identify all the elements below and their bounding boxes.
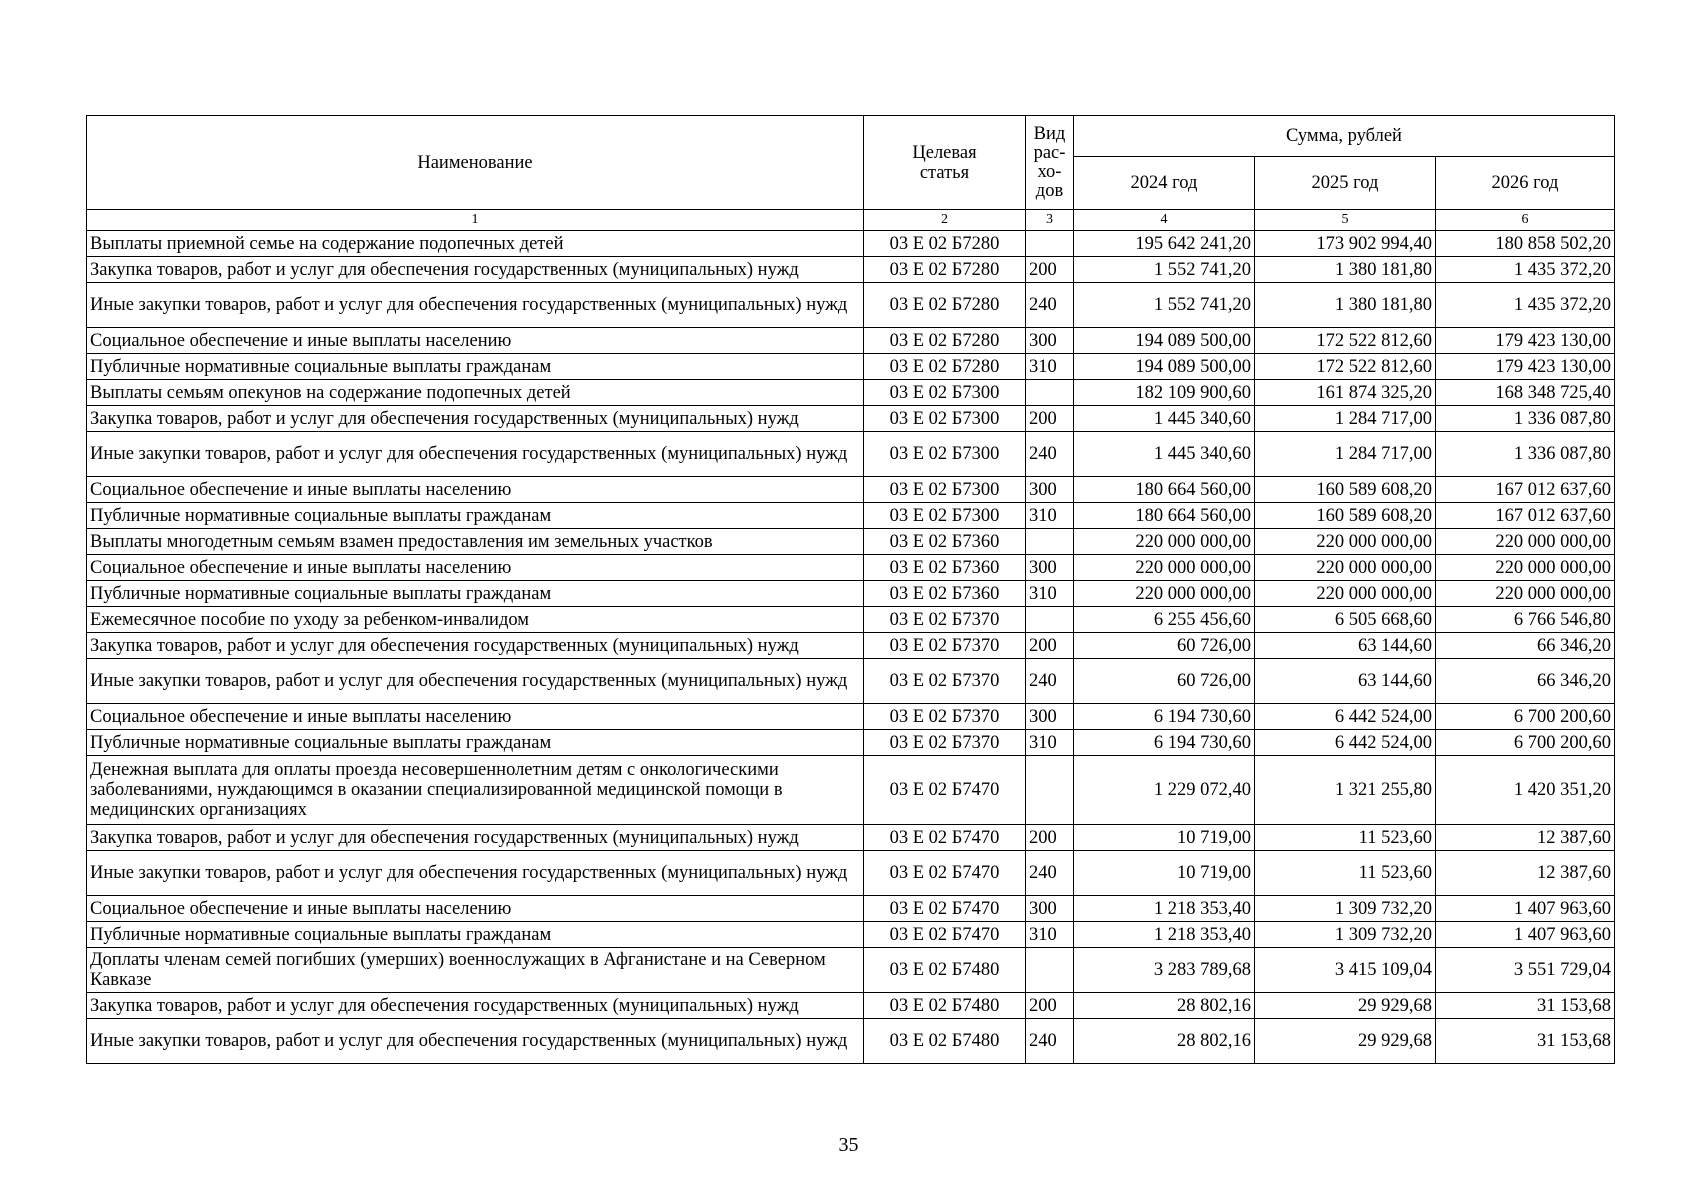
row-name: Иные закупки товаров, работ и услуг для обеспечения государственных (муниципальных) нужд [87,659,864,704]
row-sum-2026: 6 700 200,60 [1436,730,1615,756]
row-sum-2025: 6 442 524,00 [1255,704,1436,730]
row-expense-kind [1026,948,1074,993]
row-sum-2025: 6 505 668,60 [1255,607,1436,633]
column-number: 1 [87,210,864,231]
row-sum-2024: 220 000 000,00 [1074,555,1255,581]
row-sum-2026: 1 407 963,60 [1436,922,1615,948]
row-expense-kind [1026,529,1074,555]
row-expense-kind [1026,380,1074,406]
row-sum-2025: 11 523,60 [1255,851,1436,896]
table-row [87,756,1615,825]
row-name: Денежная выплата для оплаты проезда несовершеннолетним детям с онкологическими заболеваниями, нуждающимся в оказании специализированной медицинской помощи в медицинских организациях [87,756,864,825]
row-name: Иные закупки товаров, работ и услуг для обеспечения государственных (муниципальных) нужд [87,432,864,477]
row-sum-2025: 1 380 181,80 [1255,283,1436,328]
row-expense-kind [1026,756,1074,825]
row-expense-kind: 200 [1026,825,1074,851]
row-sum-2025: 172 522 812,60 [1255,328,1436,354]
row-name: Иные закупки товаров, работ и услуг для обеспечения государственных (муниципальных) нужд [87,851,864,896]
table-row [87,432,1615,477]
row-expense-kind: 240 [1026,432,1074,477]
column-number: 4 [1074,210,1255,231]
row-sum-2025: 1 284 717,00 [1255,406,1436,432]
row-sum-2025: 161 874 325,20 [1255,380,1436,406]
row-sum-2025: 220 000 000,00 [1255,581,1436,607]
row-sum-2024: 195 642 241,20 [1074,231,1255,257]
row-target-code: 03 Е 02 Б7280 [864,354,1026,380]
row-name: Социальное обеспечение и иные выплаты населению [87,555,864,581]
header-kind [1026,116,1074,210]
row-sum-2026: 220 000 000,00 [1436,555,1615,581]
header-kind-line: хо- [1037,161,1062,182]
row-sum-2026: 66 346,20 [1436,633,1615,659]
row-sum-2025: 173 902 994,40 [1255,231,1436,257]
row-expense-kind: 200 [1026,257,1074,283]
row-sum-2026: 3 551 729,04 [1436,948,1615,993]
row-target-code: 03 Е 02 Б7370 [864,704,1026,730]
table-header [87,116,1615,231]
row-target-code: 03 Е 02 Б7480 [864,993,1026,1019]
row-expense-kind: 240 [1026,283,1074,328]
row-target-code: 03 Е 02 Б7470 [864,922,1026,948]
row-sum-2025: 160 589 608,20 [1255,477,1436,503]
row-sum-2026: 6 700 200,60 [1436,704,1615,730]
header-year-2026: 2026 год [1436,157,1615,210]
row-expense-kind: 200 [1026,993,1074,1019]
row-sum-2025: 160 589 608,20 [1255,503,1436,529]
table-row [87,659,1615,704]
table-body [87,231,1615,1064]
row-name: Закупка товаров, работ и услуг для обеспечения государственных (муниципальных) нужд [87,633,864,659]
row-sum-2024: 6 255 456,60 [1074,607,1255,633]
row-name: Ежемесячное пособие по уходу за ребенком-инвалидом [87,607,864,633]
row-sum-2026: 12 387,60 [1436,851,1615,896]
row-sum-2026: 31 153,68 [1436,993,1615,1019]
column-number: 5 [1255,210,1436,231]
column-numbers-row [87,210,1615,231]
row-sum-2026: 6 766 546,80 [1436,607,1615,633]
table-row [87,851,1615,896]
row-name: Публичные нормативные социальные выплаты гражданам [87,354,864,380]
row-sum-2024: 182 109 900,60 [1074,380,1255,406]
row-expense-kind: 300 [1026,328,1074,354]
row-sum-2026: 1 420 351,20 [1436,756,1615,825]
table-row [87,328,1615,354]
row-expense-kind [1026,231,1074,257]
row-sum-2025: 29 929,68 [1255,993,1436,1019]
row-target-code: 03 Е 02 Б7360 [864,581,1026,607]
header-year-2024: 2024 год [1074,157,1255,210]
row-sum-2026: 66 346,20 [1436,659,1615,704]
table-row [87,555,1615,581]
row-name: Публичные нормативные социальные выплаты гражданам [87,503,864,529]
row-sum-2024: 6 194 730,60 [1074,704,1255,730]
table-row [87,825,1615,851]
row-sum-2026: 167 012 637,60 [1436,503,1615,529]
row-sum-2025: 172 522 812,60 [1255,354,1436,380]
row-expense-kind: 310 [1026,503,1074,529]
row-target-code: 03 Е 02 Б7280 [864,328,1026,354]
row-sum-2024: 10 719,00 [1074,851,1255,896]
table-row [87,1019,1615,1064]
table-row [87,257,1615,283]
row-target-code: 03 Е 02 Б7300 [864,406,1026,432]
row-expense-kind: 310 [1026,581,1074,607]
table-row [87,503,1615,529]
row-expense-kind: 300 [1026,477,1074,503]
row-target-code: 03 Е 02 Б7280 [864,231,1026,257]
row-sum-2025: 6 442 524,00 [1255,730,1436,756]
row-sum-2026: 167 012 637,60 [1436,477,1615,503]
row-target-code: 03 Е 02 Б7300 [864,477,1026,503]
row-name: Публичные нормативные социальные выплаты гражданам [87,581,864,607]
header-kind-line: рас- [1033,142,1066,163]
row-name: Выплаты многодетным семьям взамен предоставления им земельных участков [87,529,864,555]
row-sum-2026: 31 153,68 [1436,1019,1615,1064]
row-name: Социальное обеспечение и иные выплаты населению [87,704,864,730]
row-sum-2026: 1 407 963,60 [1436,896,1615,922]
row-target-code: 03 Е 02 Б7360 [864,529,1026,555]
row-sum-2026: 179 423 130,00 [1436,328,1615,354]
row-sum-2024: 194 089 500,00 [1074,328,1255,354]
row-sum-2025: 29 929,68 [1255,1019,1436,1064]
row-sum-2024: 1 218 353,40 [1074,922,1255,948]
row-target-code: 03 Е 02 Б7370 [864,633,1026,659]
row-sum-2026: 1 336 087,80 [1436,432,1615,477]
row-name: Публичные нормативные социальные выплаты гражданам [87,730,864,756]
table-row [87,704,1615,730]
row-name: Публичные нормативные социальные выплаты гражданам [87,922,864,948]
row-expense-kind: 310 [1026,730,1074,756]
row-sum-2026: 220 000 000,00 [1436,529,1615,555]
row-sum-2026: 1 336 087,80 [1436,406,1615,432]
row-expense-kind: 300 [1026,555,1074,581]
column-number: 2 [864,210,1026,231]
row-sum-2025: 1 309 732,20 [1255,922,1436,948]
row-name: Закупка товаров, работ и услуг для обеспечения государственных (муниципальных) нужд [87,825,864,851]
row-sum-2026: 180 858 502,20 [1436,231,1615,257]
row-expense-kind [1026,607,1074,633]
header-kind-line: Вид [1033,123,1066,144]
row-target-code: 03 Е 02 Б7370 [864,607,1026,633]
row-sum-2024: 6 194 730,60 [1074,730,1255,756]
row-sum-2024: 60 726,00 [1074,633,1255,659]
row-sum-2024: 10 719,00 [1074,825,1255,851]
table-row [87,581,1615,607]
row-target-code: 03 Е 02 Б7470 [864,851,1026,896]
table-row [87,993,1615,1019]
column-number: 6 [1436,210,1615,231]
row-target-code: 03 Е 02 Б7300 [864,380,1026,406]
row-sum-2025: 1 321 255,80 [1255,756,1436,825]
header-name: Наименование [87,116,864,210]
row-sum-2024: 1 552 741,20 [1074,283,1255,328]
row-target-code: 03 Е 02 Б7470 [864,756,1026,825]
row-name: Иные закупки товаров, работ и услуг для обеспечения государственных (муниципальных) нужд [87,1019,864,1064]
row-sum-2026: 179 423 130,00 [1436,354,1615,380]
row-target-code: 03 Е 02 Б7480 [864,948,1026,993]
row-sum-2024: 220 000 000,00 [1074,529,1255,555]
row-name: Закупка товаров, работ и услуг для обеспечения государственных (муниципальных) нужд [87,257,864,283]
table-row [87,896,1615,922]
row-target-code: 03 Е 02 Б7280 [864,283,1026,328]
row-name: Закупка товаров, работ и услуг для обеспечения государственных (муниципальных) нужд [87,406,864,432]
row-name: Социальное обеспечение и иные выплаты населению [87,477,864,503]
row-target-code: 03 Е 02 Б7370 [864,730,1026,756]
page-number: 35 [838,1134,859,1156]
row-sum-2026: 168 348 725,40 [1436,380,1615,406]
table-row [87,380,1615,406]
row-target-code: 03 Е 02 Б7300 [864,432,1026,477]
row-sum-2024: 180 664 560,00 [1074,477,1255,503]
header-target: Целевая статья [864,116,1026,210]
row-target-code: 03 Е 02 Б7470 [864,896,1026,922]
row-sum-2026: 12 387,60 [1436,825,1615,851]
row-sum-2024: 3 283 789,68 [1074,948,1255,993]
header-sum: Сумма, рублей [1074,116,1615,157]
row-sum-2025: 1 380 181,80 [1255,257,1436,283]
row-sum-2024: 28 802,16 [1074,1019,1255,1064]
row-name: Иные закупки товаров, работ и услуг для обеспечения государственных (муниципальных) нужд [87,283,864,328]
row-expense-kind: 310 [1026,354,1074,380]
row-sum-2025: 63 144,60 [1255,659,1436,704]
row-expense-kind: 240 [1026,851,1074,896]
row-sum-2025: 1 309 732,20 [1255,896,1436,922]
table-row [87,730,1615,756]
row-name: Социальное обеспечение и иные выплаты населению [87,328,864,354]
row-sum-2024: 1 229 072,40 [1074,756,1255,825]
table-row [87,922,1615,948]
row-sum-2026: 1 435 372,20 [1436,283,1615,328]
row-sum-2024: 28 802,16 [1074,993,1255,1019]
row-sum-2026: 220 000 000,00 [1436,581,1615,607]
row-name: Выплаты семьям опекунов на содержание подопечных детей [87,380,864,406]
table-row [87,406,1615,432]
table-row [87,477,1615,503]
row-target-code: 03 Е 02 Б7300 [864,503,1026,529]
budget-table [86,115,1615,1064]
row-name: Выплаты приемной семье на содержание подопечных детей [87,231,864,257]
header-kind-line: дов [1035,180,1064,201]
row-name: Социальное обеспечение и иные выплаты населению [87,896,864,922]
row-sum-2025: 1 284 717,00 [1255,432,1436,477]
row-expense-kind: 300 [1026,896,1074,922]
header-year-2025: 2025 год [1255,157,1436,210]
row-expense-kind: 310 [1026,922,1074,948]
row-sum-2024: 194 089 500,00 [1074,354,1255,380]
row-sum-2026: 1 435 372,20 [1436,257,1615,283]
row-sum-2024: 1 445 340,60 [1074,406,1255,432]
column-number: 3 [1026,210,1074,231]
row-sum-2025: 11 523,60 [1255,825,1436,851]
row-sum-2024: 60 726,00 [1074,659,1255,704]
row-sum-2025: 3 415 109,04 [1255,948,1436,993]
row-expense-kind: 240 [1026,1019,1074,1064]
row-target-code: 03 Е 02 Б7360 [864,555,1026,581]
table-row [87,607,1615,633]
table-row [87,283,1615,328]
table-row [87,948,1615,993]
table-row [87,633,1615,659]
row-target-code: 03 Е 02 Б7470 [864,825,1026,851]
table-row [87,354,1615,380]
row-expense-kind: 300 [1026,704,1074,730]
row-target-code: 03 Е 02 Б7280 [864,257,1026,283]
row-sum-2025: 220 000 000,00 [1255,529,1436,555]
table-row [87,529,1615,555]
row-sum-2024: 1 218 353,40 [1074,896,1255,922]
row-sum-2024: 220 000 000,00 [1074,581,1255,607]
row-name: Закупка товаров, работ и услуг для обеспечения государственных (муниципальных) нужд [87,993,864,1019]
row-sum-2025: 220 000 000,00 [1255,555,1436,581]
row-sum-2024: 180 664 560,00 [1074,503,1255,529]
row-target-code: 03 Е 02 Б7480 [864,1019,1026,1064]
table-row [87,231,1615,257]
row-name: Доплаты членам семей погибших (умерших) военнослужащих в Афганистане и на Северном Кавказе [87,948,864,993]
row-sum-2024: 1 552 741,20 [1074,257,1255,283]
row-sum-2024: 1 445 340,60 [1074,432,1255,477]
row-sum-2025: 63 144,60 [1255,633,1436,659]
row-expense-kind: 240 [1026,659,1074,704]
row-expense-kind: 200 [1026,633,1074,659]
row-expense-kind: 200 [1026,406,1074,432]
row-target-code: 03 Е 02 Б7370 [864,659,1026,704]
